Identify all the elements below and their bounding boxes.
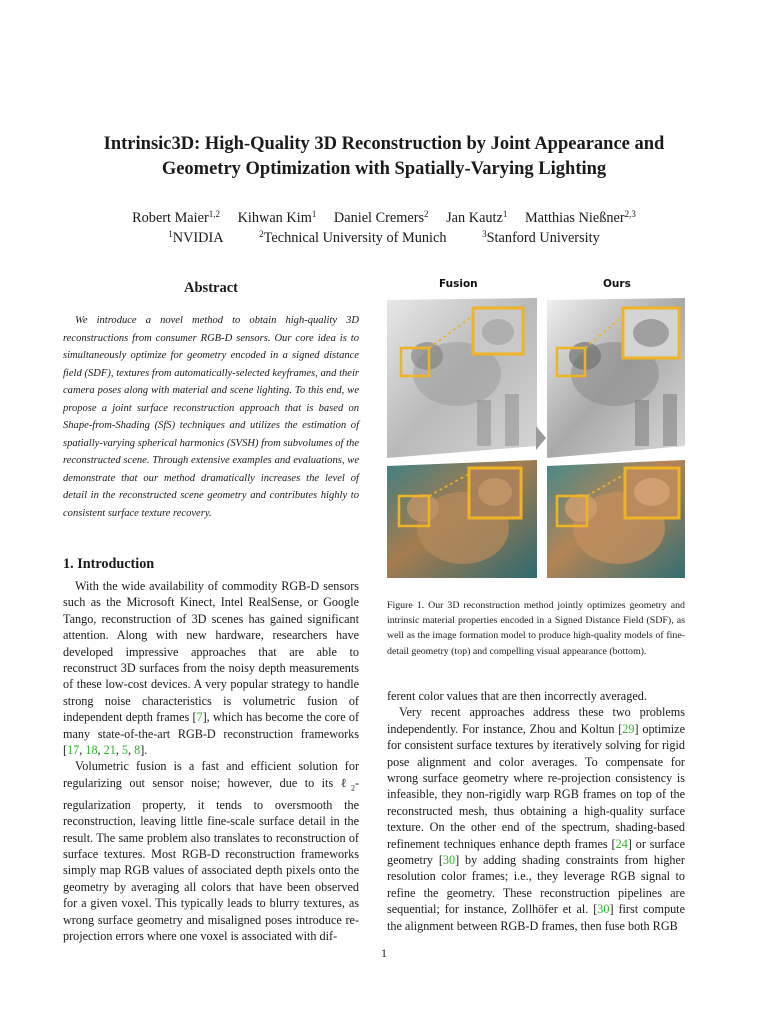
citation-link[interactable]: 8 [134, 743, 141, 758]
citation-link[interactable]: 18 [85, 743, 98, 758]
fusion-texture-panel [387, 460, 537, 578]
citation-link[interactable]: 29 [622, 721, 635, 736]
right-column-body [387, 688, 685, 934]
figure-1 [387, 278, 685, 578]
introduction-body [63, 578, 359, 944]
citation-link[interactable]: 30 [597, 902, 610, 917]
citation-link[interactable]: 24 [615, 836, 628, 851]
citation-link[interactable]: 17 [67, 743, 80, 758]
paragraph: ferent color values that are then incorrectly averaged. [387, 689, 647, 703]
affiliation-list [60, 228, 708, 248]
affiliation: $^3$Stanford University [482, 229, 600, 246]
author-list [60, 208, 708, 228]
affiliation: $^2$Technical University of Munich [259, 229, 447, 246]
paragraph: With the wide availability of commodity RGB-D sensors such as the Microsoft Kinect, Intel RealSense, or Google Tango, reconstruction of 3D scenes has gained significant attention. Along with new hardware, researchers have developed impressive approaches that are able to reconstruct 3D surfaces from the noisy depth measurements of these low-cost devices. A very popular strategy to handle strong noise characteristics is volumetric fusion of independent depth frames [7], which has become the core of many state-of-the-art RGB-D reconstruction frameworks [17, 18, 21, 5, 8]. [63, 579, 360, 758]
figure-label-fusion: Fusion [439, 278, 478, 290]
comparison-arrow-icon [536, 426, 546, 450]
paragraph: Very recent approaches address these two problems independently. For instance, Zhou and Koltun [29] optimize for consistent surface textures by iteratively solving for rigid pose alignment and color averages. To compensate for wrong surface geometry where re-projection consistency is infeasible, they non-rigidly warp RGB frames on top of the reconstructed mesh, thus obtaining a high-quality surface texture. On the other end of the spectrum, shading-based refinement techniques enhance depth frames [24] or surface geometry [30] by adding shading constraints from higher resolution color frames; i.e., they leverage RGB signal to refine the geometry. These reconstruction pipelines are sequential; for instance, Zollhöfer et al. [30] first compute the alignment between RGB-D frames, then fuse both RGB [387, 705, 685, 933]
fusion-geometry-panel [387, 298, 537, 458]
abstract-text: We introduce a novel method to obtain high-quality 3D reconstructions from consumer RGB-D sensors. Our core idea is to simultaneously optimize for geometry encoded in a signed distance field (SDF), textures from automatically-selected keyframes, and their camera poses along with material and scene lighting. To this end, we propose a joint surface reconstruction approach that is based on Shape-from-Shading (SfS) techniques and utilizes the estimation of spatially-varying spherical harmonics (SVSH) from subvolumes of the reconstructed scene. Through extensive examples and evaluations, we demonstrate that our method dramatically increases the level of detail in the reconstructed scene geometry and contributes highly to consistent surface texture recovery. [63, 315, 359, 519]
author: Robert Maier$^{1,2}$ [132, 209, 220, 226]
citation-link[interactable]: 30 [442, 853, 456, 868]
title-line-1: Intrinsic3D: High-Quality 3D Reconstruction by Joint Appearance and [103, 134, 665, 154]
figure-1-caption: Figure 1. Our 3D reconstruction method jointly optimizes geometry and intrinsic material properties encoded in a Signed Distance Field (SDF), as well as the image formation model to produce high-quality models of fine-detail geometry (top) and compelling visual appearance (bottom). [387, 600, 685, 657]
figure-1-image [387, 296, 685, 578]
paper-title [60, 132, 708, 182]
abstract-heading: Abstract [184, 280, 238, 296]
author: Jan Kautz$^1$ [446, 209, 508, 226]
paragraph: Volumetric fusion is a fast and efficient solution for regularizing out sensor noise; however, due to its ℓ$_2$-regularization property, it tends to oversmooth the reconstruction, leaving little fine-scale surface detail in the result. The same problem also translates to reconstruction of surface textures. Most RGB-D reconstruction frameworks simply map RGB values of associated depth pixels onto the geometry by averaging all colors that have been observed for a given voxel. This typically leads to blurry textures, as wrong surface geometry and misaligned poses introduce re-projection errors where one voxel is associated with dif- [63, 759, 359, 943]
citation-link[interactable]: 21 [103, 743, 116, 758]
citation-link[interactable]: 7 [196, 710, 203, 725]
ours-texture-panel [547, 460, 685, 578]
page-number: 1 [381, 946, 387, 960]
author: Kihwan Kim$^1$ [237, 209, 317, 226]
author-block [60, 208, 708, 248]
citation-link[interactable]: 5 [121, 743, 128, 758]
title-line-2: Geometry Optimization with Spatially-Varying Lighting [161, 159, 607, 179]
affiliation: $^1$NVIDIA [168, 229, 224, 246]
ours-geometry-panel [547, 298, 685, 458]
section-heading-introduction: 1. Introduction [63, 556, 155, 572]
figure-label-ours: Ours [603, 278, 631, 290]
author: Daniel Cremers$^2$ [333, 209, 429, 226]
author: Matthias Nießner$^{2,3}$ [524, 209, 636, 226]
